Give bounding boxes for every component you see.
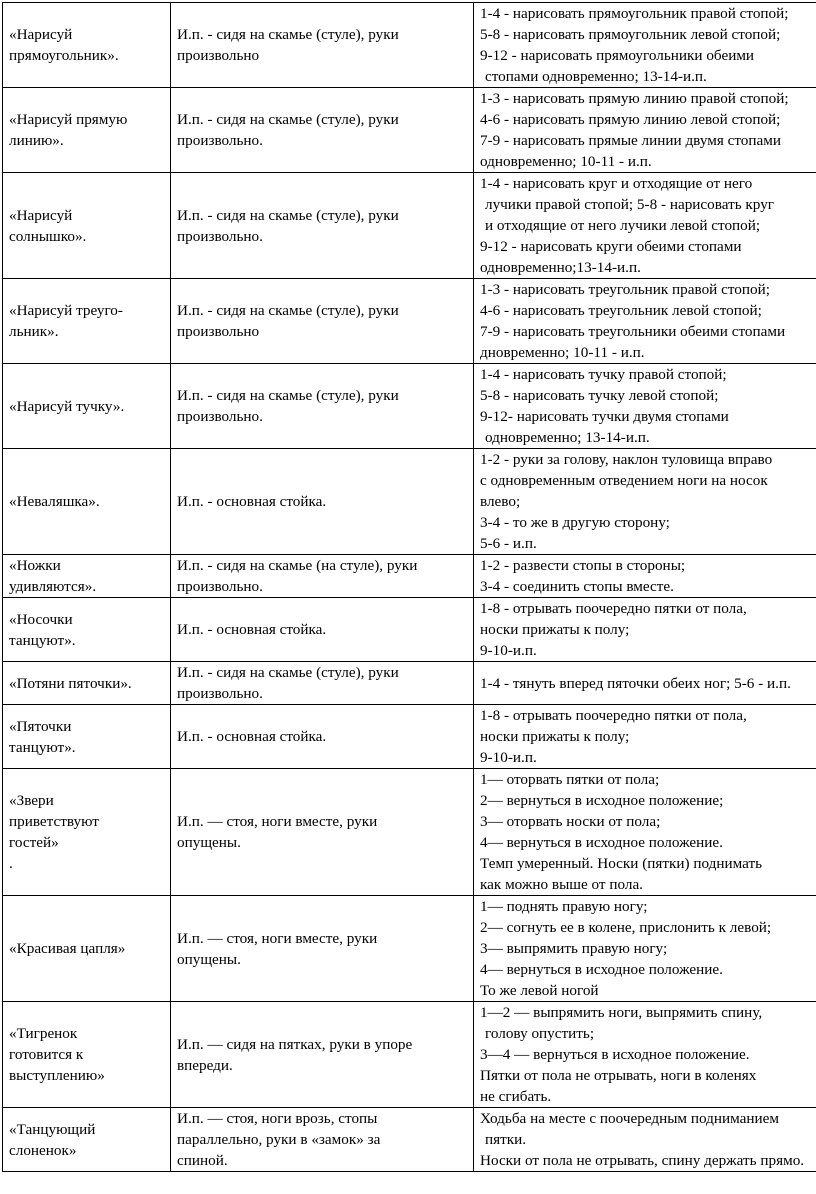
table-row — [3, 662, 816, 705]
name-line: «Нарисуй треуго- — [9, 302, 123, 319]
exercise-name-cell — [3, 896, 171, 1002]
description-line: 1-4 - нарисовать тучку правой стопой; — [480, 366, 727, 383]
position-line: произвольно. — [177, 685, 263, 702]
name-line: линию». — [9, 132, 64, 149]
table-row — [3, 555, 816, 598]
description-line: 3— выпрямить правую ногу; — [480, 940, 668, 957]
exercise-name-cell — [3, 279, 171, 364]
description-line: 4— вернуться в исходное положение. — [480, 961, 723, 978]
exercise-description-cell — [474, 173, 816, 279]
description-line: с одновременным отведением ноги на носок — [480, 472, 768, 489]
exercise-description-cell — [474, 364, 816, 449]
description-line: Носки от пола не отрывать, спину держать прямо. — [480, 1152, 805, 1169]
name-line: танцуют». — [9, 631, 76, 649]
starting-position-cell — [171, 598, 474, 662]
starting-position-cell — [171, 88, 474, 173]
name-line: «Нарисуй — [9, 26, 73, 43]
exercise-description-cell — [474, 769, 816, 896]
description-line: 5-8 - нарисовать тучку левой стопой; — [480, 387, 719, 404]
exercise-description-cell — [474, 88, 816, 173]
description-line: и отходящие от него лучики левой стопой; — [485, 217, 761, 234]
description-line: 1-8 - отрывать поочередно пятки от пола, — [480, 600, 747, 617]
description-line: 1-4 - нарисовать прямоугольник правой стопой; — [480, 5, 789, 22]
table-row — [3, 449, 816, 555]
description-line: лучики правой стопой; 5-8 - нарисовать круг — [485, 196, 775, 213]
name-line: «Нарисуй прямую — [9, 111, 128, 128]
description-line: стопами одновременно; 13-14-и.п. — [485, 68, 707, 85]
exercise-description-cell — [474, 598, 816, 662]
description-line: 1-8 - отрывать поочередно пятки от пола, — [480, 707, 747, 724]
description-line: 3— оторвать носки от пола; — [480, 813, 661, 830]
position-line: И.п. — стоя, ноги врозь, стопы — [177, 1110, 378, 1127]
exercise-description-cell — [474, 896, 816, 1002]
name-line: слоненок» — [9, 1141, 77, 1159]
exercise-name-cell — [3, 1108, 171, 1172]
table-row — [3, 769, 816, 896]
starting-position-cell — [171, 3, 474, 88]
position-line: опущены. — [177, 834, 241, 851]
name-line: удивляются». — [9, 578, 97, 595]
description-line: 3-4 - соединить стопы вместе. — [480, 578, 674, 595]
position-line: И.п. - сидя на скамье (на стуле), руки — [177, 557, 418, 574]
table-row — [3, 1002, 816, 1108]
position-line: впереди. — [177, 1056, 233, 1074]
starting-position-cell — [171, 705, 474, 769]
starting-position-cell — [171, 662, 474, 705]
exercise-name-cell — [3, 173, 171, 279]
description-line: 1-2 - руки за голову, наклон туловища вправо — [480, 451, 773, 468]
name-line: льник». — [9, 323, 59, 340]
name-line: . — [9, 855, 13, 872]
table-row — [3, 896, 816, 1002]
description-line: 1-3 - нарисовать треугольник правой стопой; — [480, 281, 770, 298]
exercise-name-cell — [3, 555, 171, 598]
exercise-name-cell — [3, 705, 171, 769]
name-line: «Пяточки — [9, 717, 72, 735]
description-line: Ходьба на месте с поочередным подниманием — [480, 1110, 779, 1127]
table-row — [3, 364, 816, 449]
position-line: опущены. — [177, 950, 241, 968]
name-line: «Звери — [9, 792, 54, 809]
exercise-description-cell — [474, 3, 816, 88]
table-row — [3, 1108, 816, 1172]
position-line: произвольно. — [177, 132, 263, 149]
description-line: одновременно; 13-14-и.п. — [485, 429, 650, 446]
description-line: 1-4 - нарисовать круг и отходящие от него — [480, 175, 753, 192]
position-line: И.п. — стоя, ноги вместе, руки — [177, 813, 378, 830]
position-line: И.п. - основная стойка. — [177, 493, 327, 510]
starting-position-cell — [171, 896, 474, 1002]
name-line: «Потяни пяточки». — [9, 674, 132, 692]
description-line: 4-6 - нарисовать прямую линию левой стопой; — [480, 111, 781, 128]
exercise-description-cell — [474, 1108, 816, 1172]
exercise-name-cell — [3, 1002, 171, 1108]
description-line: 7-9 - нарисовать треугольники обеими стопами — [480, 323, 786, 340]
starting-position-cell — [171, 1108, 474, 1172]
position-line: И.п. - сидя на скамье (стуле), руки — [177, 206, 399, 224]
description-line: 1— оторвать пятки от пола; — [480, 771, 660, 788]
description-line: 9-12 - нарисовать круги обеими стопами — [480, 238, 742, 255]
description-line: 3—4 — вернуться в исходное положение. — [480, 1046, 750, 1063]
starting-position-cell — [171, 769, 474, 896]
exercise-description-cell — [474, 1002, 816, 1108]
exercise-name-cell — [3, 662, 171, 705]
name-line: танцуют». — [9, 738, 76, 756]
description-line: 5-8 - нарисовать прямоугольник левой стопой; — [480, 26, 781, 43]
description-line: 2— согнуть ее в колене, прислонить к левой; — [480, 919, 772, 936]
exercise-name-cell — [3, 449, 171, 555]
table-row — [3, 279, 816, 364]
table-row — [3, 88, 816, 173]
description-line: 2— вернуться в исходное положение; — [480, 792, 724, 809]
name-line: готовится к — [9, 1046, 84, 1063]
name-line: «Танцующий — [9, 1120, 96, 1138]
name-line: «Неваляшка». — [9, 493, 100, 510]
name-line: гостей» — [9, 834, 59, 851]
exercise-description-cell — [474, 555, 816, 598]
description-line: 1-4 - тянуть вперед пяточки обеих ног; 5-6 - и.п. — [480, 674, 791, 692]
description-line: не сгибать. — [480, 1088, 552, 1105]
exercise-name-cell — [3, 3, 171, 88]
description-line: Темп умеренный. Носки (пятки) поднимать — [480, 855, 763, 872]
description-line: 7-9 - нарисовать прямые линии двумя стопами — [480, 132, 781, 149]
position-line: произвольно. — [177, 408, 263, 425]
description-line: 9-12 - нарисовать прямоугольники обеими — [480, 47, 755, 64]
description-line: Пятки от пола не отрывать, ноги в коленях — [480, 1067, 757, 1084]
position-line: И.п. - основная стойка. — [177, 621, 327, 638]
position-line: И.п. - сидя на скамье (стуле), руки — [177, 302, 399, 319]
exercise-description-cell — [474, 705, 816, 769]
position-line: И.п. - основная стойка. — [177, 728, 327, 745]
description-line: влево; — [480, 493, 521, 510]
table-row — [3, 598, 816, 662]
starting-position-cell — [171, 364, 474, 449]
description-line: 1-2 - развести стопы в стороны; — [480, 557, 686, 574]
position-line: спиной. — [177, 1152, 228, 1169]
table-body — [3, 3, 816, 1172]
description-line: 5-6 - и.п. — [480, 535, 537, 552]
position-line: И.п. — сидя на пятках, руки в упоре — [177, 1035, 413, 1053]
name-line: прямоугольник». — [9, 47, 119, 64]
description-line: 1— поднять правую ногу; — [480, 898, 648, 915]
starting-position-cell — [171, 449, 474, 555]
description-line: носки прижаты к полу; — [480, 728, 630, 745]
position-line: И.п. - сидя на скамье (стуле), руки — [177, 111, 399, 128]
exercise-description-cell — [474, 449, 816, 555]
description-line: одновременно; 10-11 - и.п. — [480, 153, 652, 170]
position-line: И.п. - сидя на скамье (стуле), руки — [177, 664, 399, 681]
position-line: произвольно. — [177, 227, 263, 245]
description-line: 3-4 - то же в другую сторону; — [480, 514, 670, 531]
description-line: 4-6 - нарисовать треугольник левой стопой; — [480, 302, 762, 319]
description-line: 1-3 - нарисовать прямую линию правой стопой; — [480, 90, 789, 107]
position-line: произвольно. — [177, 578, 263, 595]
name-line: «Нарисуй — [9, 206, 73, 224]
description-line: одновременно;13-14-и.п. — [480, 259, 641, 276]
table-row — [3, 3, 816, 88]
name-line: приветствуют — [9, 813, 99, 830]
description-line: 9-10-и.п. — [480, 642, 537, 659]
description-line: То же левой ногой — [480, 982, 599, 999]
position-line: И.п. - сидя на скамье (стуле), руки — [177, 387, 399, 404]
exercise-description-cell — [474, 662, 816, 705]
starting-position-cell — [171, 555, 474, 598]
table-row — [3, 173, 816, 279]
position-line: произвольно — [177, 323, 260, 340]
starting-position-cell — [171, 279, 474, 364]
description-line: дновременно; 10-11 - и.п. — [480, 344, 645, 361]
name-line: «Красивая цапля» — [9, 940, 126, 957]
starting-position-cell — [171, 173, 474, 279]
description-line: 4— вернуться в исходное положение. — [480, 834, 723, 851]
name-line: солнышко». — [9, 227, 87, 245]
description-line: пятки. — [485, 1131, 527, 1148]
exercise-name-cell — [3, 364, 171, 449]
name-line: выступлению» — [9, 1067, 105, 1084]
exercise-description-cell — [474, 279, 816, 364]
name-line: «Тигренок — [9, 1025, 78, 1042]
description-line: голову опустить; — [485, 1025, 595, 1042]
description-line: как можно выше от пола. — [480, 876, 643, 893]
exercise-name-cell — [3, 88, 171, 173]
position-line: И.п. — стоя, ноги вместе, руки — [177, 929, 378, 947]
name-line: «Ножки — [9, 557, 61, 574]
exercise-name-cell — [3, 598, 171, 662]
description-line: 9-10-и.п. — [480, 749, 537, 766]
description-line: носки прижаты к полу; — [480, 621, 630, 638]
position-line: произвольно — [177, 47, 260, 64]
position-line: параллельно, руки в «замок» за — [177, 1131, 381, 1148]
exercise-name-cell — [3, 769, 171, 896]
table-row — [3, 705, 816, 769]
description-line: 9-12- нарисовать тучки двумя стопами — [480, 408, 729, 425]
starting-position-cell — [171, 1002, 474, 1108]
exercise-table — [2, 2, 816, 1172]
name-line: «Нарисуй тучку». — [9, 397, 125, 415]
position-line: И.п. - сидя на скамье (стуле), руки — [177, 26, 399, 43]
name-line: «Носочки — [9, 610, 73, 628]
description-line: 1—2 — выпрямить ноги, выпрямить спину, — [480, 1004, 763, 1021]
